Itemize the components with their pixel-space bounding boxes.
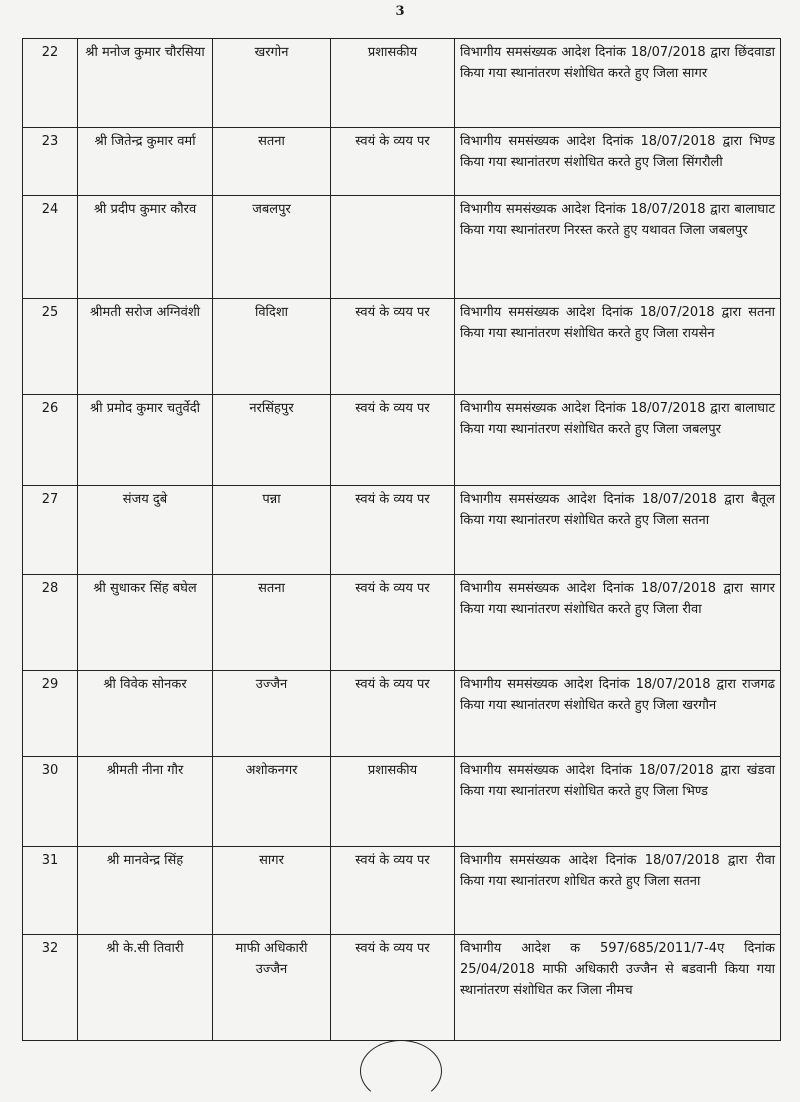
employee-name: संजय दुबे [78,486,213,575]
serial-number: 31 [23,847,78,935]
transfer-basis: स्वयं के व्यय पर [331,128,455,196]
serial-number: 22 [23,39,78,128]
transfer-basis: प्रशासकीय [331,757,455,847]
transfer-basis: स्वयं के व्यय पर [331,847,455,935]
serial-number: 30 [23,757,78,847]
table-row [23,671,781,757]
serial-number: 23 [23,128,78,196]
transfer-basis: स्वयं के व्यय पर [331,935,455,1041]
current-district: उज्जैन [213,671,331,757]
employee-name: श्री मनोज कुमार चौरसिया [78,39,213,128]
transfer-basis: स्वयं के व्यय पर [331,395,455,486]
transfer-remark: विभागीय समसंख्यक आदेश दिनांक 18/07/2018 द्वारा बालाघाट किया गया स्थानांतरण निरस्त करते हुए यथावत जिला जबलपुर [455,196,781,299]
serial-number: 26 [23,395,78,486]
table-row [23,757,781,847]
transfer-remark: विभागीय समसंख्यक आदेश दिनांक 18/07/2018 द्वारा छिंदवाडा किया गया स्थानांतरण संशोधित करते हुए जिला सागर [455,39,781,128]
table-row [23,299,781,395]
employee-name: श्री सुधाकर सिंह बघेल [78,575,213,671]
current-district: माफी अधिकारी उज्जैन [213,935,331,1041]
page-number: 3 [395,4,405,19]
employee-name: श्री मानवेन्द्र सिंह [78,847,213,935]
current-district: विदिशा [213,299,331,395]
table-row [23,395,781,486]
employee-name: श्रीमती सरोज अग्निवंशी [78,299,213,395]
transfer-basis: स्वयं के व्यय पर [331,486,455,575]
employee-name: श्री प्रमोद कुमार चतुर्वेदी [78,395,213,486]
serial-number: 28 [23,575,78,671]
transfer-remark: विभागीय समसंख्यक आदेश दिनांक 18/07/2018 द्वारा भिण्ड किया गया स्थानांतरण संशोधित करते हुए जिला सिंगरौली [455,128,781,196]
transfer-table [22,38,781,1041]
current-district: खरगोन [213,39,331,128]
serial-number: 24 [23,196,78,299]
transfer-remark: विभागीय समसंख्यक आदेश दिनांक 18/07/2018 द्वारा राजगढ किया गया स्थानांतरण संशोधित करते हुए जिला खरगौन [455,671,781,757]
transfer-basis: स्वयं के व्यय पर [331,299,455,395]
transfer-basis: स्वयं के व्यय पर [331,575,455,671]
table-row [23,128,781,196]
serial-number: 27 [23,486,78,575]
current-district: जबलपुर [213,196,331,299]
current-district: नरसिंहपुर [213,395,331,486]
transfer-basis [331,196,455,299]
employee-name: श्री जितेन्द्र कुमार वर्मा [78,128,213,196]
transfer-remark: विभागीय आदेश क 597/685/2011/7-4ए दिनांक 25/04/2018 माफी अधिकारी उज्जैन से बडवानी किया गया स्थानांतरण संशोधित कर जिला नीमच [455,935,781,1041]
table-row [23,935,781,1041]
serial-number: 32 [23,935,78,1041]
table-row [23,196,781,299]
employee-name: श्री प्रदीप कुमार कौरव [78,196,213,299]
current-district: सतना [213,575,331,671]
employee-name: श्रीमती नीना गौर [78,757,213,847]
transfer-basis: प्रशासकीय [331,39,455,128]
transfer-remark: विभागीय समसंख्यक आदेश दिनांक 18/07/2018 द्वारा रीवा किया गया स्थानांतरण शोधित करते हुए जिला सतना [455,847,781,935]
transfer-basis: स्वयं के व्यय पर [331,671,455,757]
current-district: सतना [213,128,331,196]
signature-mark [360,1040,442,1102]
transfer-remark: विभागीय समसंख्यक आदेश दिनांक 18/07/2018 द्वारा बैतूल किया गया स्थानांतरण संशोधित करते हुए जिला सतना [455,486,781,575]
table-row [23,486,781,575]
transfer-remark: विभागीय समसंख्यक आदेश दिनांक 18/07/2018 द्वारा बालाघाट किया गया स्थानांतरण संशोधित करते हुए जिला जबलपुर [455,395,781,486]
transfer-remark: विभागीय समसंख्यक आदेश दिनांक 18/07/2018 द्वारा सागर किया गया स्थानांतरण संशोधित करते हुए जिला रीवा [455,575,781,671]
current-district: अशोकनगर [213,757,331,847]
table-row [23,847,781,935]
table-row [23,575,781,671]
employee-name: श्री विवेक सोनकर [78,671,213,757]
table-row [23,39,781,128]
employee-name: श्री के.सी तिवारी [78,935,213,1041]
current-district: पन्ना [213,486,331,575]
current-district: सागर [213,847,331,935]
transfer-remark: विभागीय समसंख्यक आदेश दिनांक 18/07/2018 द्वारा सतना किया गया स्थानांतरण संशोधित करते हुए जिला रायसेन [455,299,781,395]
transfer-remark: विभागीय समसंख्यक आदेश दिनांक 18/07/2018 द्वारा खंडवा किया गया स्थानांतरण संशोधित करते हुए जिला भिण्ड [455,757,781,847]
serial-number: 29 [23,671,78,757]
serial-number: 25 [23,299,78,395]
